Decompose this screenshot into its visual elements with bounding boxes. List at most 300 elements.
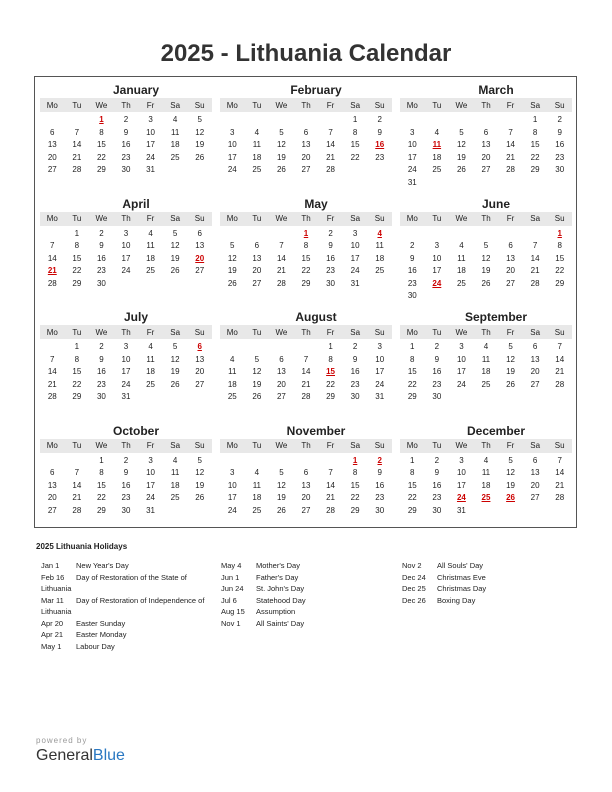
day-cell: 2 [99, 228, 104, 238]
weekday-label: Sa [530, 214, 541, 223]
empty-cell [65, 114, 90, 127]
day-cell: 5 [279, 468, 284, 477]
brand-part-1: General [36, 747, 93, 764]
holiday-date: Dec 26 [402, 595, 426, 605]
day-cell: 25 [481, 379, 491, 389]
day-cell: 26 [227, 278, 237, 288]
weekday-label: Sa [170, 100, 181, 110]
day-cell: 27 [301, 165, 311, 174]
weekday-label: We [275, 100, 288, 110]
day-cell: 29 [350, 505, 360, 515]
day-cell: 17 [121, 253, 131, 263]
month-name: October [112, 423, 159, 438]
day-cell: 19 [481, 266, 491, 275]
day-cell: 30 [121, 165, 131, 174]
holiday-name: Day of Restoration of the State of [76, 572, 187, 582]
day-cell: 29 [96, 505, 106, 515]
holiday-day: 2 [377, 455, 382, 465]
weekday-label: Fr [326, 214, 335, 223]
holiday-date: Nov 1 [221, 618, 241, 628]
day-cell: 7 [557, 455, 562, 465]
holiday-date: Mar 11 [41, 595, 64, 605]
day-cell: 2 [328, 228, 333, 238]
weekday-header [400, 98, 572, 112]
days-grid [400, 228, 572, 303]
empty-cell [498, 228, 523, 241]
day-cell: 25 [227, 392, 237, 401]
day-cell: 28 [72, 165, 82, 174]
day-cell: 22 [301, 266, 311, 275]
day-cell: 21 [555, 367, 565, 376]
day-cell: 3 [230, 127, 235, 137]
month-name: June [481, 196, 510, 211]
day-cell: 20 [47, 493, 57, 502]
day-cell: 16 [407, 266, 417, 275]
day-cell: 21 [301, 379, 311, 389]
day-cell: 1 [99, 455, 104, 465]
holiday-day: 1 [303, 228, 309, 238]
empty-cell [220, 341, 245, 354]
day-cell: 14 [326, 140, 336, 149]
day-cell: 7 [303, 354, 309, 364]
day-cell: 31 [456, 505, 466, 515]
day-cell: 26 [170, 266, 180, 275]
holiday-name: All Souls' Day [437, 561, 484, 570]
holiday-name: Christmas Eve [437, 572, 486, 582]
empty-cell [65, 455, 90, 468]
weekday-label: Sa [170, 441, 181, 450]
empty-cell [523, 228, 548, 241]
month-october [36, 421, 216, 535]
day-cell: 6 [50, 468, 55, 477]
weekday-label: Mo [406, 441, 418, 450]
day-cell: 17 [146, 480, 156, 490]
month-name: November [286, 423, 346, 438]
weekday-label: We [455, 100, 468, 110]
weekday-label: Su [374, 214, 385, 223]
day-cell: 25 [252, 505, 262, 515]
holiday-name: New Year's Day [76, 561, 129, 570]
weekday-label: We [455, 214, 468, 223]
weekday-label: Sa [530, 100, 541, 110]
day-cell: 23 [432, 379, 442, 389]
day-cell: 30 [407, 291, 417, 300]
weekday-label: Fr [146, 100, 155, 110]
day-cell: 12 [506, 354, 516, 364]
day-cell: 27 [195, 379, 205, 389]
brand-part-2: Blue [92, 747, 125, 764]
day-cell: 9 [377, 468, 382, 477]
day-cell: 30 [96, 278, 106, 288]
empty-cell [294, 455, 319, 468]
month-july [36, 307, 216, 421]
holiday-name: Day of Restoration of Independence of [76, 595, 205, 605]
day-cell: 18 [170, 480, 180, 490]
days-grid [400, 341, 572, 404]
weekday-label: Mo [406, 327, 418, 337]
holiday-day: 4 [377, 228, 382, 238]
weekday-label: Tu [252, 441, 262, 450]
day-cell: 8 [557, 241, 562, 250]
holiday-name: Boxing Day [437, 595, 476, 605]
holiday-name: Assumption [256, 607, 296, 616]
day-cell: 4 [148, 342, 153, 351]
weekday-label: Tu [72, 100, 82, 110]
day-cell: 25 [252, 165, 262, 174]
day-cell: 19 [227, 266, 237, 275]
day-cell: 16 [121, 140, 131, 149]
holidays-title: 2025 Lithuania Holidays [36, 542, 128, 551]
day-cell: 2 [434, 455, 440, 465]
empty-cell [269, 228, 294, 241]
day-cell: 13 [530, 468, 540, 477]
day-cell: 28 [72, 505, 82, 515]
weekday-label: Sa [170, 327, 181, 337]
day-cell: 4 [483, 455, 489, 465]
day-cell: 2 [352, 342, 358, 351]
day-cell: 12 [481, 253, 491, 263]
day-cell: 24 [227, 505, 237, 515]
day-cell: 23 [96, 266, 106, 275]
day-cell: 3 [459, 342, 464, 351]
day-cell: 6 [532, 455, 538, 465]
weekday-label: Mo [226, 100, 238, 110]
day-cell: 28 [276, 278, 286, 288]
day-cell: 19 [276, 493, 286, 502]
day-cell: 16 [326, 253, 336, 263]
weekday-label: Su [194, 327, 205, 337]
day-cell: 26 [481, 278, 491, 288]
weekday-label: Th [301, 214, 311, 223]
weekday-label: We [455, 441, 468, 450]
day-cell: 12 [170, 354, 180, 364]
day-cell: 27 [195, 266, 205, 275]
day-cell: 21 [72, 493, 82, 502]
day-cell: 2 [99, 342, 104, 351]
holiday-name: Lithuania [41, 607, 72, 616]
weekday-header [220, 212, 392, 226]
month-name: August [295, 310, 337, 324]
month-name: January [112, 83, 160, 97]
holiday-row [221, 595, 391, 607]
day-cell: 13 [301, 480, 311, 490]
day-cell: 9 [123, 127, 129, 137]
day-cell: 13 [195, 241, 205, 250]
holiday-name: Statehood Day [256, 595, 306, 605]
day-cell: 18 [146, 253, 156, 263]
weekday-label: Tu [252, 327, 262, 337]
empty-cell [498, 114, 523, 127]
day-cell: 7 [328, 127, 333, 137]
page-title: 2025 - Lithuania Calendar [160, 40, 452, 67]
day-cell: 12 [252, 367, 262, 376]
month-december [396, 421, 576, 535]
weekday-label: Tu [72, 441, 82, 450]
holiday-name: Lithuania [41, 584, 72, 593]
day-cell: 6 [279, 354, 284, 364]
day-cell: 22 [555, 266, 565, 275]
days-grid [400, 114, 572, 189]
weekday-label: Th [121, 214, 131, 223]
day-cell: 31 [146, 165, 156, 174]
day-cell: 15 [72, 367, 82, 376]
day-cell: 12 [195, 127, 205, 137]
day-cell: 2 [557, 115, 562, 124]
month-name: February [290, 83, 342, 97]
day-cell: 11 [146, 241, 155, 250]
month-april [36, 194, 216, 308]
month-june [396, 194, 576, 308]
day-cell: 7 [508, 127, 513, 137]
day-cell: 28 [506, 165, 516, 174]
weekday-label: Fr [146, 214, 155, 223]
month-name: September [464, 310, 528, 324]
day-cell: 5 [483, 241, 489, 250]
powered-by-label: powered by [36, 736, 88, 745]
empty-cell [269, 341, 294, 354]
day-cell: 5 [254, 354, 260, 364]
month-january [36, 80, 216, 194]
empty-cell [474, 114, 499, 127]
day-cell: 26 [276, 165, 286, 174]
day-cell: 8 [74, 354, 80, 364]
day-cell: 22 [407, 379, 417, 389]
day-cell: 4 [148, 228, 153, 238]
day-cell: 22 [96, 493, 106, 502]
day-cell: 1 [410, 342, 415, 351]
day-cell: 22 [72, 266, 82, 275]
day-cell: 23 [375, 493, 385, 502]
holiday-date: Jan 1 [41, 561, 60, 570]
day-cell: 17 [432, 266, 442, 275]
holiday-day: 24 [432, 278, 442, 288]
day-cell: 16 [350, 367, 360, 376]
day-cell: 6 [483, 127, 489, 137]
day-cell: 6 [197, 228, 202, 238]
holiday-day: 20 [195, 253, 205, 263]
weekday-label: Th [121, 327, 131, 337]
day-cell: 15 [350, 480, 360, 490]
weekday-label: Tu [72, 214, 82, 223]
day-cell: 3 [434, 241, 440, 250]
day-cell: 16 [432, 480, 442, 490]
day-cell: 14 [301, 367, 311, 376]
day-cell: 3 [123, 228, 129, 238]
day-cell: 27 [530, 379, 540, 389]
day-cell: 31 [121, 392, 131, 401]
holiday-row [402, 583, 572, 595]
day-cell: 4 [459, 241, 464, 250]
holiday-name: Easter Monday [76, 630, 127, 639]
weekday-label: Tu [432, 327, 442, 337]
day-cell: 3 [230, 468, 235, 477]
day-cell: 22 [326, 379, 336, 389]
day-cell: 12 [456, 140, 466, 149]
day-cell: 8 [328, 354, 333, 364]
holiday-row [41, 572, 221, 584]
holiday-name: Father's Day [256, 572, 299, 582]
empty-cell [449, 228, 474, 241]
holiday-date: Jul 6 [221, 595, 237, 605]
day-cell: 20 [276, 379, 286, 389]
brand-logo[interactable] [36, 747, 125, 765]
holiday-row [221, 583, 391, 595]
day-cell: 17 [121, 367, 131, 376]
day-cell: 29 [555, 278, 565, 288]
day-cell: 5 [172, 342, 178, 351]
weekday-label: Tu [72, 327, 82, 337]
day-cell: 24 [350, 266, 360, 275]
weekday-label: Th [481, 441, 491, 450]
day-cell: 4 [230, 354, 235, 364]
day-cell: 7 [50, 241, 55, 250]
holiday-day: 1 [557, 228, 562, 238]
day-cell: 10 [227, 140, 237, 149]
day-cell: 3 [459, 455, 464, 465]
day-cell: 6 [508, 241, 513, 250]
empty-cell [474, 228, 499, 241]
day-cell: 19 [276, 152, 286, 162]
weekday-label: Su [374, 327, 385, 337]
day-cell: 22 [407, 493, 417, 502]
day-cell: 28 [555, 379, 565, 389]
day-cell: 4 [483, 342, 489, 351]
day-cell: 21 [47, 379, 57, 389]
holiday-row [402, 560, 572, 572]
day-cell: 13 [252, 253, 262, 263]
day-cell: 5 [172, 228, 178, 238]
day-cell: 14 [326, 480, 336, 490]
weekday-header [40, 98, 212, 112]
day-cell: 13 [301, 140, 311, 149]
day-cell: 12 [276, 140, 286, 149]
weekday-header [220, 98, 392, 112]
holiday-name: Mother's Day [256, 561, 300, 570]
day-cell: 30 [326, 278, 336, 288]
month-may [216, 194, 396, 308]
weekday-label: Th [121, 441, 131, 450]
weekday-label: Fr [326, 100, 335, 110]
weekday-header [400, 439, 572, 453]
day-cell: 20 [530, 367, 540, 376]
weekday-label: Su [554, 441, 565, 450]
day-cell: 14 [72, 140, 82, 149]
day-cell: 14 [555, 354, 565, 364]
month-name: March [478, 83, 514, 97]
weekday-label: Tu [252, 214, 262, 223]
empty-cell [245, 455, 270, 468]
weekday-label: Fr [146, 441, 155, 450]
day-cell: 15 [350, 140, 360, 149]
day-cell: 27 [47, 165, 57, 174]
day-cell: 25 [375, 266, 385, 275]
days-grid [40, 455, 212, 518]
day-cell: 1 [328, 342, 333, 351]
weekday-label: Fr [146, 327, 155, 337]
empty-cell [318, 455, 343, 468]
day-cell: 5 [230, 241, 235, 250]
day-cell: 6 [532, 342, 538, 351]
weekday-header [40, 212, 212, 226]
day-cell: 15 [96, 480, 106, 490]
day-cell: 15 [301, 253, 311, 263]
day-cell: 8 [303, 241, 309, 250]
day-cell: 28 [326, 505, 336, 515]
weekday-label: Sa [350, 441, 361, 450]
day-cell: 6 [303, 468, 309, 477]
weekday-label: Su [554, 214, 565, 223]
day-cell: 13 [276, 367, 286, 376]
month-name: May [304, 196, 328, 211]
day-cell: 15 [96, 140, 106, 149]
day-cell: 10 [456, 354, 466, 364]
day-cell: 12 [195, 468, 205, 477]
day-cell: 26 [195, 152, 205, 162]
holiday-row [402, 572, 572, 584]
day-cell: 10 [407, 140, 417, 149]
day-cell: 19 [170, 367, 180, 376]
holiday-day: 1 [99, 115, 104, 124]
weekday-label: Sa [530, 327, 541, 337]
weekday-header [400, 212, 572, 226]
month-name: July [123, 310, 148, 324]
day-cell: 28 [530, 278, 540, 288]
empty-cell [245, 228, 270, 241]
day-cell: 12 [276, 480, 286, 490]
day-cell: 14 [47, 253, 57, 263]
day-cell: 30 [375, 505, 385, 515]
empty-cell [400, 228, 425, 241]
day-cell: 5 [508, 342, 513, 351]
day-cell: 23 [407, 278, 417, 288]
weekday-label: Sa [350, 100, 361, 110]
holiday-day: 1 [352, 455, 358, 465]
day-cell: 7 [74, 468, 80, 477]
day-cell: 15 [407, 367, 417, 376]
day-cell: 14 [555, 468, 565, 477]
day-cell: 20 [301, 493, 311, 502]
holiday-day: 26 [506, 493, 516, 502]
weekday-label: Fr [506, 214, 515, 223]
day-cell: 11 [170, 127, 180, 137]
day-cell: 20 [47, 152, 57, 162]
day-cell: 10 [121, 354, 131, 364]
holiday-date: Nov 2 [402, 561, 422, 570]
day-cell: 26 [252, 392, 262, 401]
day-cell: 18 [252, 493, 262, 502]
day-cell: 23 [326, 266, 336, 275]
day-cell: 27 [47, 505, 57, 515]
empty-cell [294, 114, 319, 127]
holiday-date: Apr 21 [41, 630, 64, 639]
day-cell: 7 [279, 241, 284, 250]
weekday-label: Su [554, 327, 565, 337]
day-cell: 30 [432, 392, 442, 401]
day-cell: 16 [121, 480, 131, 490]
empty-cell [269, 455, 294, 468]
day-cell: 20 [195, 367, 205, 376]
weekday-label: We [95, 100, 108, 110]
day-cell: 19 [506, 367, 516, 376]
holiday-name: St. John's Day [256, 584, 305, 593]
weekday-label: We [95, 214, 108, 223]
day-cell: 18 [170, 140, 180, 149]
day-cell: 8 [99, 468, 104, 477]
empty-cell [294, 341, 319, 354]
month-november [216, 421, 396, 535]
day-cell: 24 [146, 493, 156, 502]
day-cell: 29 [407, 505, 417, 515]
